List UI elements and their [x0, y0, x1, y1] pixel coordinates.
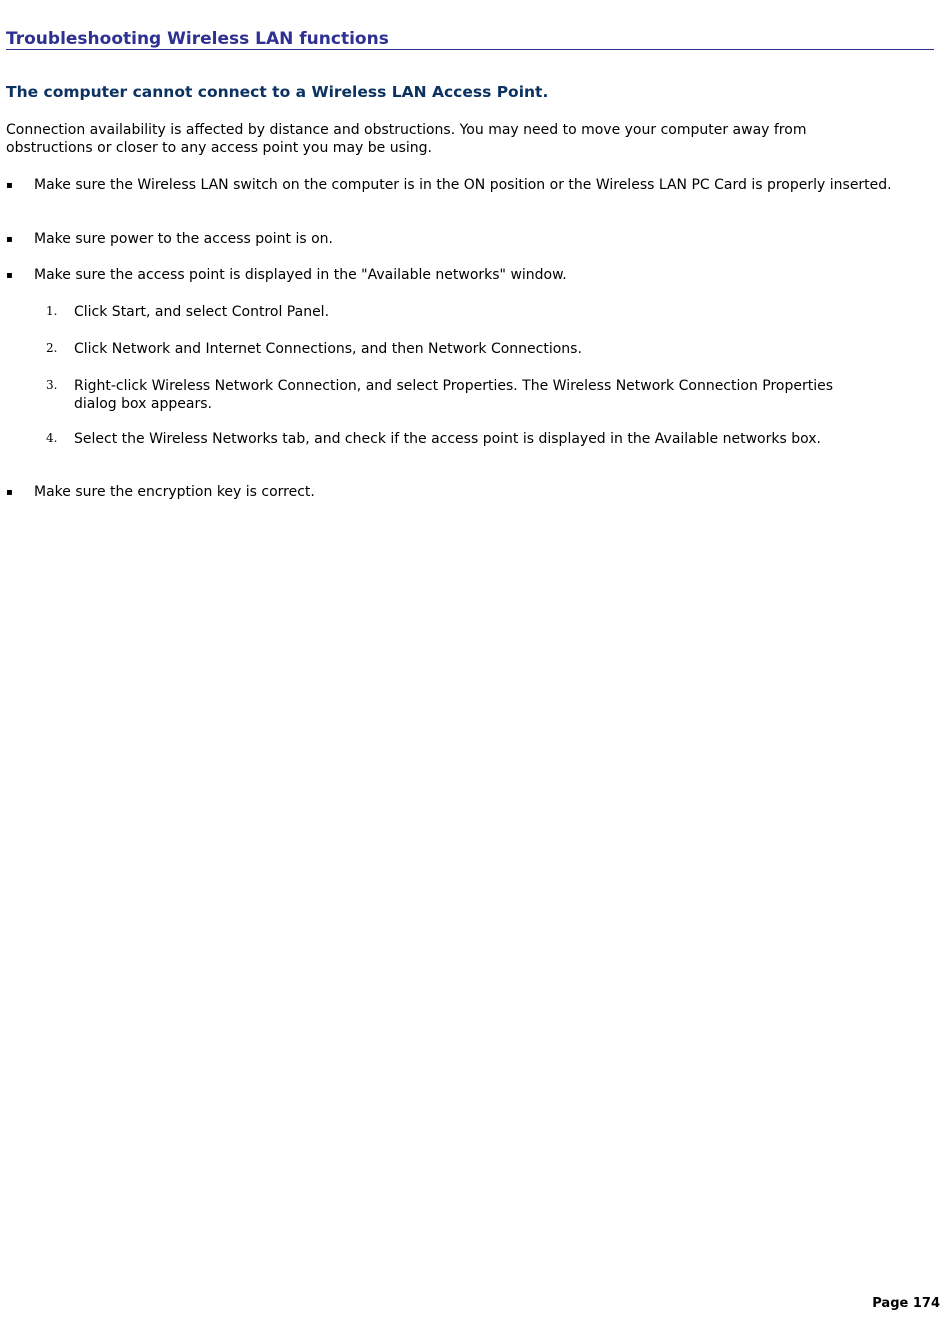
numbered-step: [46, 431, 846, 449]
step-text: Select the Wireless Networks tab, and check if the access point is displayed in the Available networks box.: [74, 431, 821, 447]
step-number: 3.: [46, 378, 58, 392]
step-number: 1.: [46, 304, 58, 318]
bullet-item: [6, 177, 896, 195]
bullet-text: Make sure the Wireless LAN switch on the computer is in the ON position or the Wireless LAN PC Card is properly inserted.: [34, 177, 892, 193]
numbered-step: [46, 304, 846, 322]
page-number: Page 174: [872, 1296, 940, 1311]
bullet-marker: ▪: [6, 487, 13, 498]
step-text: Click Network and Internet Connections, and then Network Connections.: [74, 341, 582, 357]
bullet-text: Make sure power to the access point is on.: [34, 231, 333, 247]
bullet-item: [6, 231, 896, 249]
bullet-marker: ▪: [6, 270, 13, 281]
step-number: 2.: [46, 341, 58, 355]
bullet-marker: ▪: [6, 234, 13, 245]
step-number: 4.: [46, 431, 58, 445]
step-text: Right-click Wireless Network Connection, and select Properties. The Wireless Network Connection Properties dialog box appears.: [74, 378, 834, 412]
bullet-marker: ▪: [6, 180, 13, 191]
intro-paragraph: Connection availability is affected by distance and obstructions. You may need to move your computer away from obstructions or closer to any access point you may be using.: [6, 122, 807, 156]
bullet-text: Make sure the access point is displayed in the "Available networks" window.: [34, 267, 567, 283]
bullet-item: [6, 267, 896, 285]
numbered-step: [46, 378, 846, 413]
section-heading: The computer cannot connect to a Wireless LAN Access Point.: [6, 83, 549, 101]
numbered-step: [46, 341, 846, 359]
bullet-text: Make sure the encryption key is correct.: [34, 484, 315, 500]
bullet-item: [6, 484, 896, 502]
page-title: Troubleshooting Wireless LAN functions: [6, 29, 934, 50]
step-text: Click Start, and select Control Panel.: [74, 304, 330, 320]
